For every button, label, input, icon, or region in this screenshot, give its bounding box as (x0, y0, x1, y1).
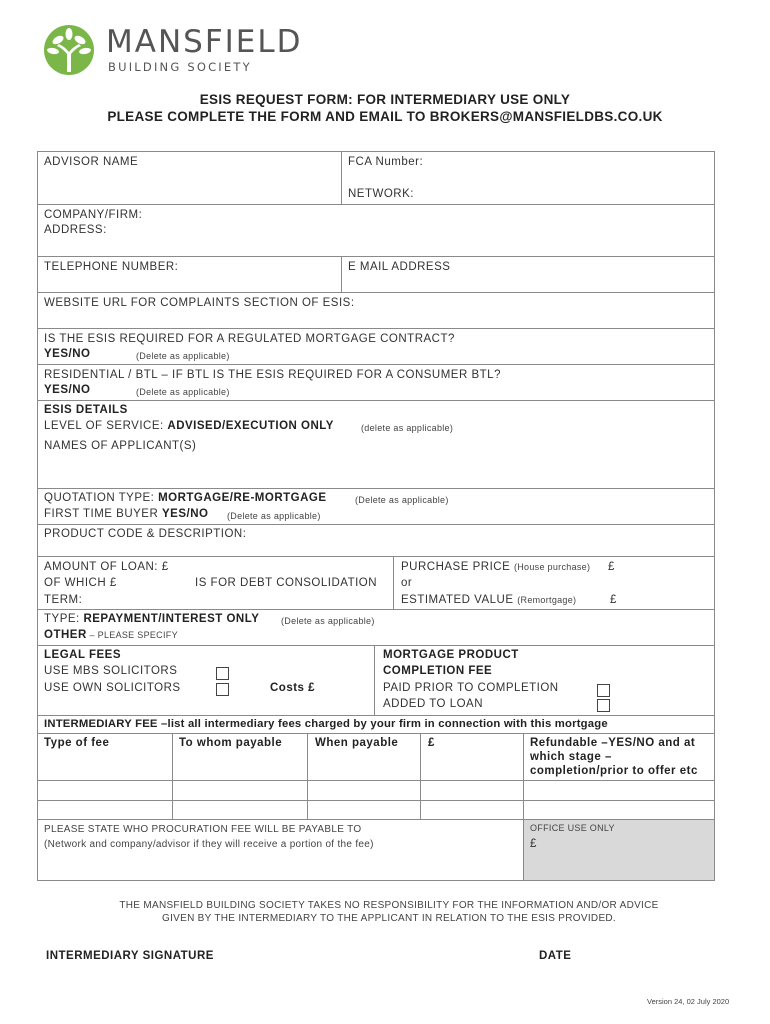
regulated-question: IS THE ESIS REQUIRED FOR A REGULATED MORTGAGE CONTRACT? (44, 333, 455, 345)
purchase-price (401, 561, 590, 573)
ftb-delete-note: (Delete as applicable) (227, 511, 321, 521)
house-purchase-note: (House purchase) (513, 562, 591, 572)
level-of-service (44, 420, 334, 432)
type-delete-note: (Delete as applicable) (281, 616, 375, 626)
fee-col-type: Type of fee (44, 737, 110, 749)
logo-name: MANSFIELD (106, 24, 303, 60)
website-label: WEBSITE URL FOR COMPLAINTS SECTION OF ESIS: (44, 297, 355, 309)
estimated-value (401, 594, 576, 606)
ftb-label: FIRST TIME BUYER (44, 508, 162, 520)
paid-prior-label: PAID PRIOR TO COMPLETION (383, 682, 559, 694)
logo (40, 24, 340, 76)
fca-number-label: FCA Number: (348, 156, 424, 168)
of-which: OF WHICH £ (44, 577, 117, 589)
advised-execution: ADVISED/EXECUTION ONLY (167, 420, 334, 432)
network-label: NETWORK: (348, 188, 414, 200)
quotation-type (44, 492, 327, 504)
first-time-buyer (44, 508, 208, 520)
procuration-label: PLEASE STATE WHO PROCURATION FEE WILL BE PAYABLE TO (44, 824, 362, 835)
signature-label: INTERMEDIARY SIGNATURE (46, 950, 214, 962)
estimated-value-pound: £ (610, 594, 617, 606)
email-label: E MAIL ADDRESS (348, 261, 451, 273)
use-mbs-checkbox[interactable] (216, 667, 229, 680)
debt-consolidation: IS FOR DEBT CONSOLIDATION (195, 577, 378, 589)
fee-col-refundable-3: completion/prior to offer etc (530, 765, 698, 777)
added-to-loan-label: ADDED TO LOAN (383, 698, 484, 710)
intermediary-fee-heading: INTERMEDIARY FEE –list all intermediary fees charged by your firm in connection with this mortgage (44, 718, 608, 730)
company-label: COMPANY/FIRM: (44, 209, 143, 221)
tree-logo-icon (40, 24, 98, 76)
applicants-label: NAMES OF APPLICANT(S) (44, 440, 197, 452)
form-title: ESIS REQUEST FORM: FOR INTERMEDIARY USE ONLY (199, 92, 571, 107)
please-specify: – PLEASE SPECIFY (86, 630, 178, 640)
advisor-name-label: ADVISOR NAME (44, 156, 139, 168)
mortgage-remortgage: MORTGAGE/RE-MORTGAGE (158, 492, 327, 504)
completion-fee-heading: COMPLETION FEE (383, 665, 493, 677)
quotation-delete-note: (Delete as applicable) (355, 495, 449, 505)
fee-col-refundable-1: Refundable –YES/NO and at (530, 737, 696, 749)
procuration-note: (Network and company/advisor if they will receive a portion of the fee) (44, 839, 374, 850)
other-label: OTHER (44, 629, 87, 641)
estimated-value-label: ESTIMATED VALUE (401, 594, 518, 606)
version-label: Version 24, 02 July 2020 (647, 997, 730, 1006)
level-delete-note: (delete as applicable) (361, 423, 454, 433)
regulated-delete-note: (Delete as applicable) (136, 351, 230, 361)
or-label: or (401, 577, 413, 589)
telephone-label: TELEPHONE NUMBER: (44, 261, 179, 273)
office-use-box (524, 820, 714, 880)
esis-details-heading: ESIS DETAILS (44, 404, 128, 416)
level-label: LEVEL OF SERVICE: (44, 420, 168, 432)
fee-col-amount: £ (428, 737, 435, 749)
repayment-type (44, 613, 259, 625)
purchase-price-label: PURCHASE PRICE (401, 561, 514, 573)
fee-col-whom: To whom payable (179, 737, 283, 749)
product-code-label: PRODUCT CODE & DESCRIPTION: (44, 528, 247, 540)
fee-col-when: When payable (315, 737, 399, 749)
type-label: TYPE: (44, 613, 84, 625)
disclaimer-line-2: GIVEN BY THE INTERMEDIARY TO THE APPLICANT IN RELATION TO THE ESIS PROVIDED. (161, 913, 617, 924)
amount-of-loan: AMOUNT OF LOAN: £ (44, 561, 169, 573)
ftb-yes-no: YES/NO (161, 508, 209, 520)
remortgage-note: (Remortgage) (517, 595, 577, 605)
address-label: ADDRESS: (44, 224, 107, 236)
btl-yes-no: YES/NO (44, 384, 91, 396)
regulated-yes-no: YES/NO (44, 348, 91, 360)
logo-subtitle: BUILDING SOCIETY (108, 60, 252, 74)
use-own-checkbox[interactable] (216, 683, 229, 696)
office-use-pound: £ (530, 838, 537, 850)
legal-fees-heading: LEGAL FEES (44, 649, 121, 661)
quotation-label: QUOTATION TYPE: (44, 492, 159, 504)
paid-prior-checkbox[interactable] (597, 684, 610, 697)
use-mbs-label: USE MBS SOLICITORS (44, 665, 178, 677)
term-label: TERM: (44, 594, 83, 606)
disclaimer-line-1: THE MANSFIELD BUILDING SOCIETY TAKES NO RESPONSIBILITY FOR THE INFORMATION AND/OR ADVICE (119, 900, 659, 911)
date-label: DATE (539, 950, 572, 962)
other-type (44, 629, 178, 641)
added-to-loan-checkbox[interactable] (597, 699, 610, 712)
purchase-price-pound: £ (608, 561, 615, 573)
mortgage-product-heading: MORTGAGE PRODUCT (383, 649, 519, 661)
form-instruction: PLEASE COMPLETE THE FORM AND EMAIL TO BROKERS@MANSFIELDBS.CO.UK (107, 109, 663, 124)
btl-delete-note: (Delete as applicable) (136, 387, 230, 397)
repayment-interest: REPAYMENT/INTEREST ONLY (83, 613, 260, 625)
office-use-label: OFFICE USE ONLY (530, 823, 615, 833)
costs-label: Costs £ (270, 682, 316, 694)
use-own-label: USE OWN SOLICITORS (44, 682, 181, 694)
fee-col-refundable-2: which stage – (530, 751, 612, 763)
btl-question: RESIDENTIAL / BTL – IF BTL IS THE ESIS REQUIRED FOR A CONSUMER BTL? (44, 369, 501, 381)
